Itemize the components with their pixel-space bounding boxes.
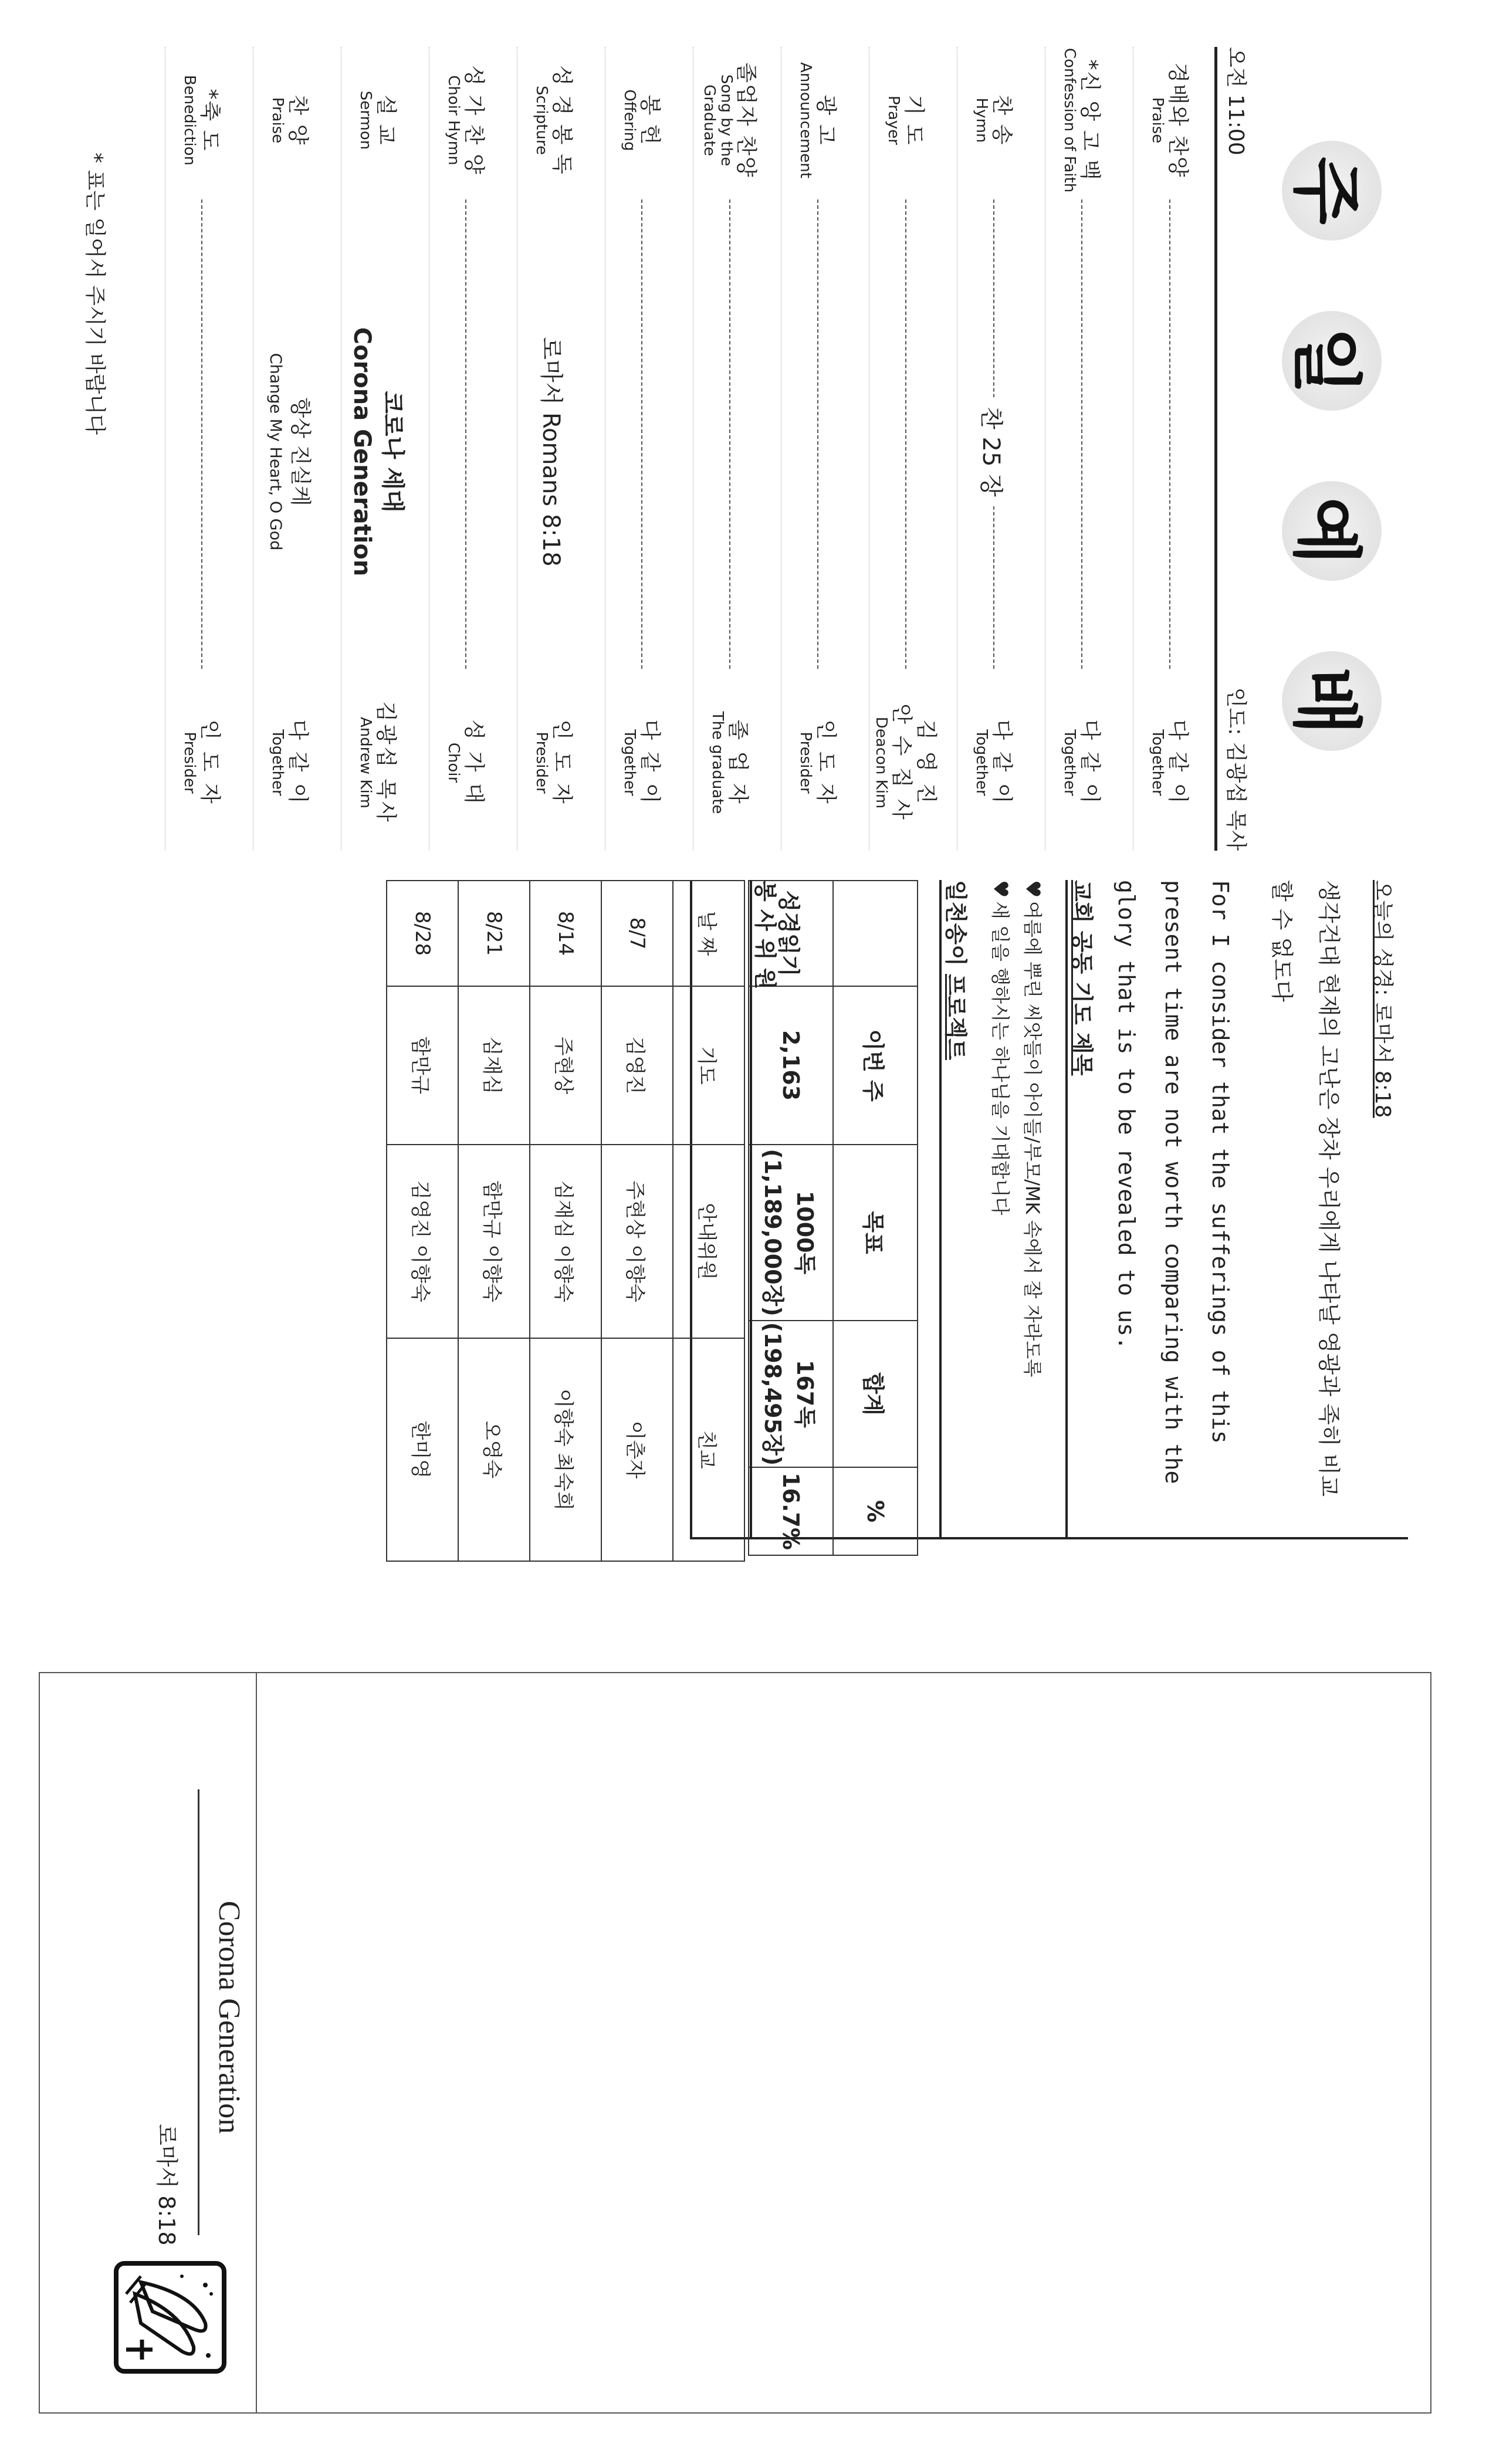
- person-korean: 인 도 자: [550, 719, 574, 806]
- person-english: Together: [1148, 729, 1166, 796]
- order-item-person: [429, 675, 502, 851]
- table-cell: 심재심 이향숙: [530, 1145, 601, 1338]
- service-leader: 인도: 김광섭 목사: [1224, 687, 1248, 851]
- order-item-korean: 성 경 봉 독: [550, 65, 574, 175]
- table-header: 이번 주: [833, 986, 918, 1145]
- project-title: 일천송이 프로젝트: [943, 880, 969, 1060]
- dotted-leader: [729, 199, 730, 669]
- order-item-person: [781, 675, 854, 851]
- person-korean: 김광섭 목사: [374, 701, 398, 824]
- order-row: [165, 47, 238, 851]
- order-item-korean: 찬 양: [286, 94, 310, 146]
- table-header: 목표: [833, 1145, 918, 1321]
- person-korean: 다 같 이: [1078, 719, 1102, 806]
- order-row: [1133, 47, 1206, 851]
- title-char: 예: [1282, 481, 1382, 581]
- order-item-label: [1045, 47, 1118, 194]
- order-item-english: Praise: [1149, 97, 1167, 144]
- worship-order: [70, 47, 1408, 851]
- person-korean: 성 가 대: [462, 719, 486, 806]
- order-item-english: Scripture: [533, 85, 551, 155]
- person-korean: 김 영 진 안 수 집 사: [889, 703, 938, 822]
- order-item-label: [253, 47, 326, 194]
- table-cell: 심재심: [458, 986, 530, 1145]
- order-item-person: [1133, 675, 1206, 851]
- order-item-korean: 봉 헌: [638, 94, 662, 146]
- prayer-title: 교회 공동 기도 제목: [1069, 880, 1095, 1076]
- person-korean: 졸 업 자: [726, 719, 750, 806]
- person-korean: 다 같 이: [990, 719, 1014, 806]
- order-detail-text: Change My Heart, O God: [266, 353, 285, 551]
- service-committee-title: 봉 사 위 원: [752, 880, 778, 990]
- order-item-person: [165, 675, 238, 851]
- person-english: Together: [1060, 729, 1078, 796]
- order-item-korean: 광 고: [814, 94, 838, 146]
- order-item-label: [781, 47, 854, 194]
- table-header: 합계: [833, 1321, 918, 1467]
- dotted-leader: [465, 199, 466, 669]
- person-korean: 다 같 이: [286, 719, 310, 806]
- theme-underline: [198, 1789, 199, 2235]
- table-header: 날 짜: [673, 881, 744, 986]
- table-cell: 함만규 이향숙: [458, 1145, 530, 1338]
- table-row: [601, 881, 673, 1561]
- title-char: 일: [1282, 311, 1382, 411]
- sermon-reference: 로마서 8:18: [154, 2124, 180, 2246]
- table-header: 기도: [673, 986, 744, 1145]
- person-english: Deacon Kim: [872, 716, 890, 809]
- person-korean: 다 같 이: [1166, 719, 1190, 806]
- table-cell: 16.7%: [749, 1467, 833, 1555]
- prayer-item: ♥새 일을 행하시는 하나님을 기대합니다: [989, 880, 1012, 1216]
- order-row: [605, 47, 678, 851]
- title-char: 주: [1282, 141, 1382, 241]
- table-cell: 김영진: [601, 986, 673, 1145]
- order-item-label: [957, 47, 1030, 194]
- order-item-korean: 설 교: [374, 94, 398, 146]
- table-cell: 2,163: [749, 986, 833, 1145]
- person-english: Together: [268, 729, 286, 796]
- dotted-leader: [905, 199, 906, 669]
- dotted-leader: [817, 199, 818, 669]
- order-title: [1255, 65, 1408, 827]
- table-cell: 이춘자: [601, 1338, 673, 1561]
- table-header-row: [833, 881, 918, 1555]
- table-cell: 주현상 이향숙: [601, 1145, 673, 1338]
- person-korean: 다 같 이: [638, 719, 662, 806]
- person-english: The graduate: [708, 711, 726, 814]
- order-item-english: Benediction: [181, 75, 199, 166]
- order-item-person: [605, 675, 678, 851]
- table-header: [833, 881, 918, 986]
- order-item-label: [869, 47, 942, 194]
- order-item-label: [341, 47, 414, 194]
- table-header-row: [673, 881, 744, 1561]
- order-item-detail: [517, 241, 590, 663]
- order-detail-text: 코로나 세대: [379, 391, 406, 513]
- order-detail-text: 항상 진실케: [287, 397, 312, 506]
- table-cell: 8/14: [530, 881, 601, 986]
- person-english: Presider: [180, 732, 198, 794]
- order-item-english: Song by the Graduate: [700, 74, 735, 167]
- order-item-english: Prayer: [885, 96, 903, 145]
- order-item-detail: [341, 241, 414, 663]
- order-detail-text: Corona Generation: [348, 327, 375, 577]
- table-cell: 1000독 (1,189,000장): [749, 1145, 833, 1321]
- praying-hands-cross-icon: [111, 2259, 229, 2376]
- person-english: Andrew Kim: [356, 716, 374, 808]
- table-cell: 한미영: [387, 1338, 458, 1561]
- order-row: [253, 47, 326, 851]
- person-korean: 인 도 자: [814, 719, 838, 806]
- table-row: [387, 881, 458, 1561]
- title-char: 배: [1282, 651, 1382, 751]
- service-time: 오전 11:00: [1224, 47, 1248, 155]
- order-item-label: [165, 47, 238, 194]
- order-item-label: [1133, 47, 1206, 194]
- order-item-korean: *신 앙 고 백: [1078, 59, 1102, 181]
- scripture-title: 오늘의 성경: 로마서 8:18: [1370, 880, 1395, 1118]
- prayer-item: ♥여름에 뿌린 씨앗들이 아이들/부모/MK 속에서 잘 자라도록: [1021, 880, 1044, 1377]
- order-item-person: [341, 675, 414, 851]
- order-detail-text: 찬 25 장: [977, 397, 1010, 506]
- order-divider: [1214, 47, 1217, 851]
- dotted-leader: [201, 199, 202, 669]
- order-item-english: Sermon: [357, 90, 375, 150]
- table-cell: 8/21: [458, 881, 530, 986]
- order-item-korean: 기 도: [902, 94, 926, 146]
- person-english: Presider: [796, 732, 814, 794]
- order-item-label: [693, 47, 766, 194]
- person-english: Together: [620, 729, 638, 796]
- order-row: [517, 47, 590, 851]
- service-table: [386, 880, 745, 1562]
- order-item-label: [517, 47, 590, 194]
- order-row: [429, 47, 502, 851]
- table-header: 친교: [673, 1338, 744, 1561]
- order-item-person: [1045, 675, 1118, 851]
- table-cell: 8/7: [601, 881, 673, 986]
- table-cell: 성경읽기: [749, 881, 833, 986]
- order-row: [869, 47, 942, 851]
- table-row: [530, 881, 601, 1561]
- order-item-english: Confession of Faith: [1061, 48, 1079, 193]
- table-cell: 주현상: [530, 986, 601, 1145]
- person-korean: 인 도 자: [198, 719, 222, 806]
- person-english: Choir: [444, 742, 462, 783]
- dotted-leader: [1081, 199, 1082, 669]
- table-cell: 이향숙 최숙희: [530, 1338, 601, 1561]
- prayer-divider: [1065, 880, 1068, 1537]
- order-item-korean: 성 가 찬 양: [462, 65, 486, 175]
- order-row: [781, 47, 854, 851]
- table-header: 안내위원: [673, 1145, 744, 1338]
- order-item-english: Offering: [621, 89, 639, 151]
- project-divider: [939, 880, 942, 1537]
- order-item-person: [957, 675, 1030, 851]
- order-item-english: Hymn: [973, 97, 991, 143]
- cover-divider: [256, 1673, 257, 2412]
- table-row: [458, 881, 530, 1561]
- order-item-person: [517, 675, 590, 851]
- order-row: [1045, 47, 1118, 851]
- order-item-label: [429, 47, 502, 194]
- order-row: [693, 47, 766, 851]
- order-item-detail: [253, 241, 326, 663]
- order-item-korean: *축 도: [198, 89, 222, 152]
- standing-footnote: * 표는 일어서 주시기 바랍니다: [83, 153, 107, 435]
- order-item-person: [693, 675, 766, 851]
- heart-icon: ♥: [989, 880, 1012, 898]
- order-item-korean: 찬 송: [990, 94, 1014, 146]
- heart-icon: ♥: [1021, 880, 1044, 898]
- person-english: Together: [972, 729, 990, 796]
- order-item-person: [869, 675, 942, 851]
- scripture-english: For I consider that the sufferings of this present time are not worth comparing with the glory that is to be revealed to us.: [1113, 880, 1233, 1484]
- person-english: Presider: [532, 732, 550, 794]
- table-cell: 167독 (198,495장): [749, 1321, 833, 1467]
- order-item-english: Praise: [269, 97, 287, 144]
- sermon-theme: Corona Generation: [212, 1901, 246, 2134]
- scripture-korean: 생각건대 현재의 고난은 장차 우리에게 나타날 영광과 족히 비교할 수 없도다: [1269, 880, 1342, 1497]
- order-item-korean: 경배와 찬양: [1166, 62, 1190, 178]
- service-table-body: [387, 881, 673, 1561]
- order-row: [957, 47, 1030, 851]
- order-item-korean: 졸업자 찬양: [734, 62, 759, 178]
- dotted-leader: [641, 199, 642, 669]
- table-header: %: [833, 1467, 918, 1555]
- order-detail-text: 로마서 Romans 8:18: [537, 337, 565, 567]
- order-item-label: [605, 47, 678, 194]
- order-item-person: [253, 675, 326, 851]
- cover-panel: [39, 1672, 1431, 2414]
- service-divider: [750, 880, 752, 1537]
- table-cell: 오영숙: [458, 1338, 530, 1561]
- order-item-detail: [957, 241, 1030, 663]
- dotted-leader: [1169, 199, 1170, 669]
- table-cell: 김영진 이향숙: [387, 1145, 458, 1338]
- table-cell: 8/28: [387, 881, 458, 986]
- order-item-english: Announcement: [797, 62, 815, 178]
- order-row: [341, 47, 414, 851]
- table-cell: 함만규: [387, 986, 458, 1145]
- order-item-english: Choir Hymn: [445, 75, 463, 165]
